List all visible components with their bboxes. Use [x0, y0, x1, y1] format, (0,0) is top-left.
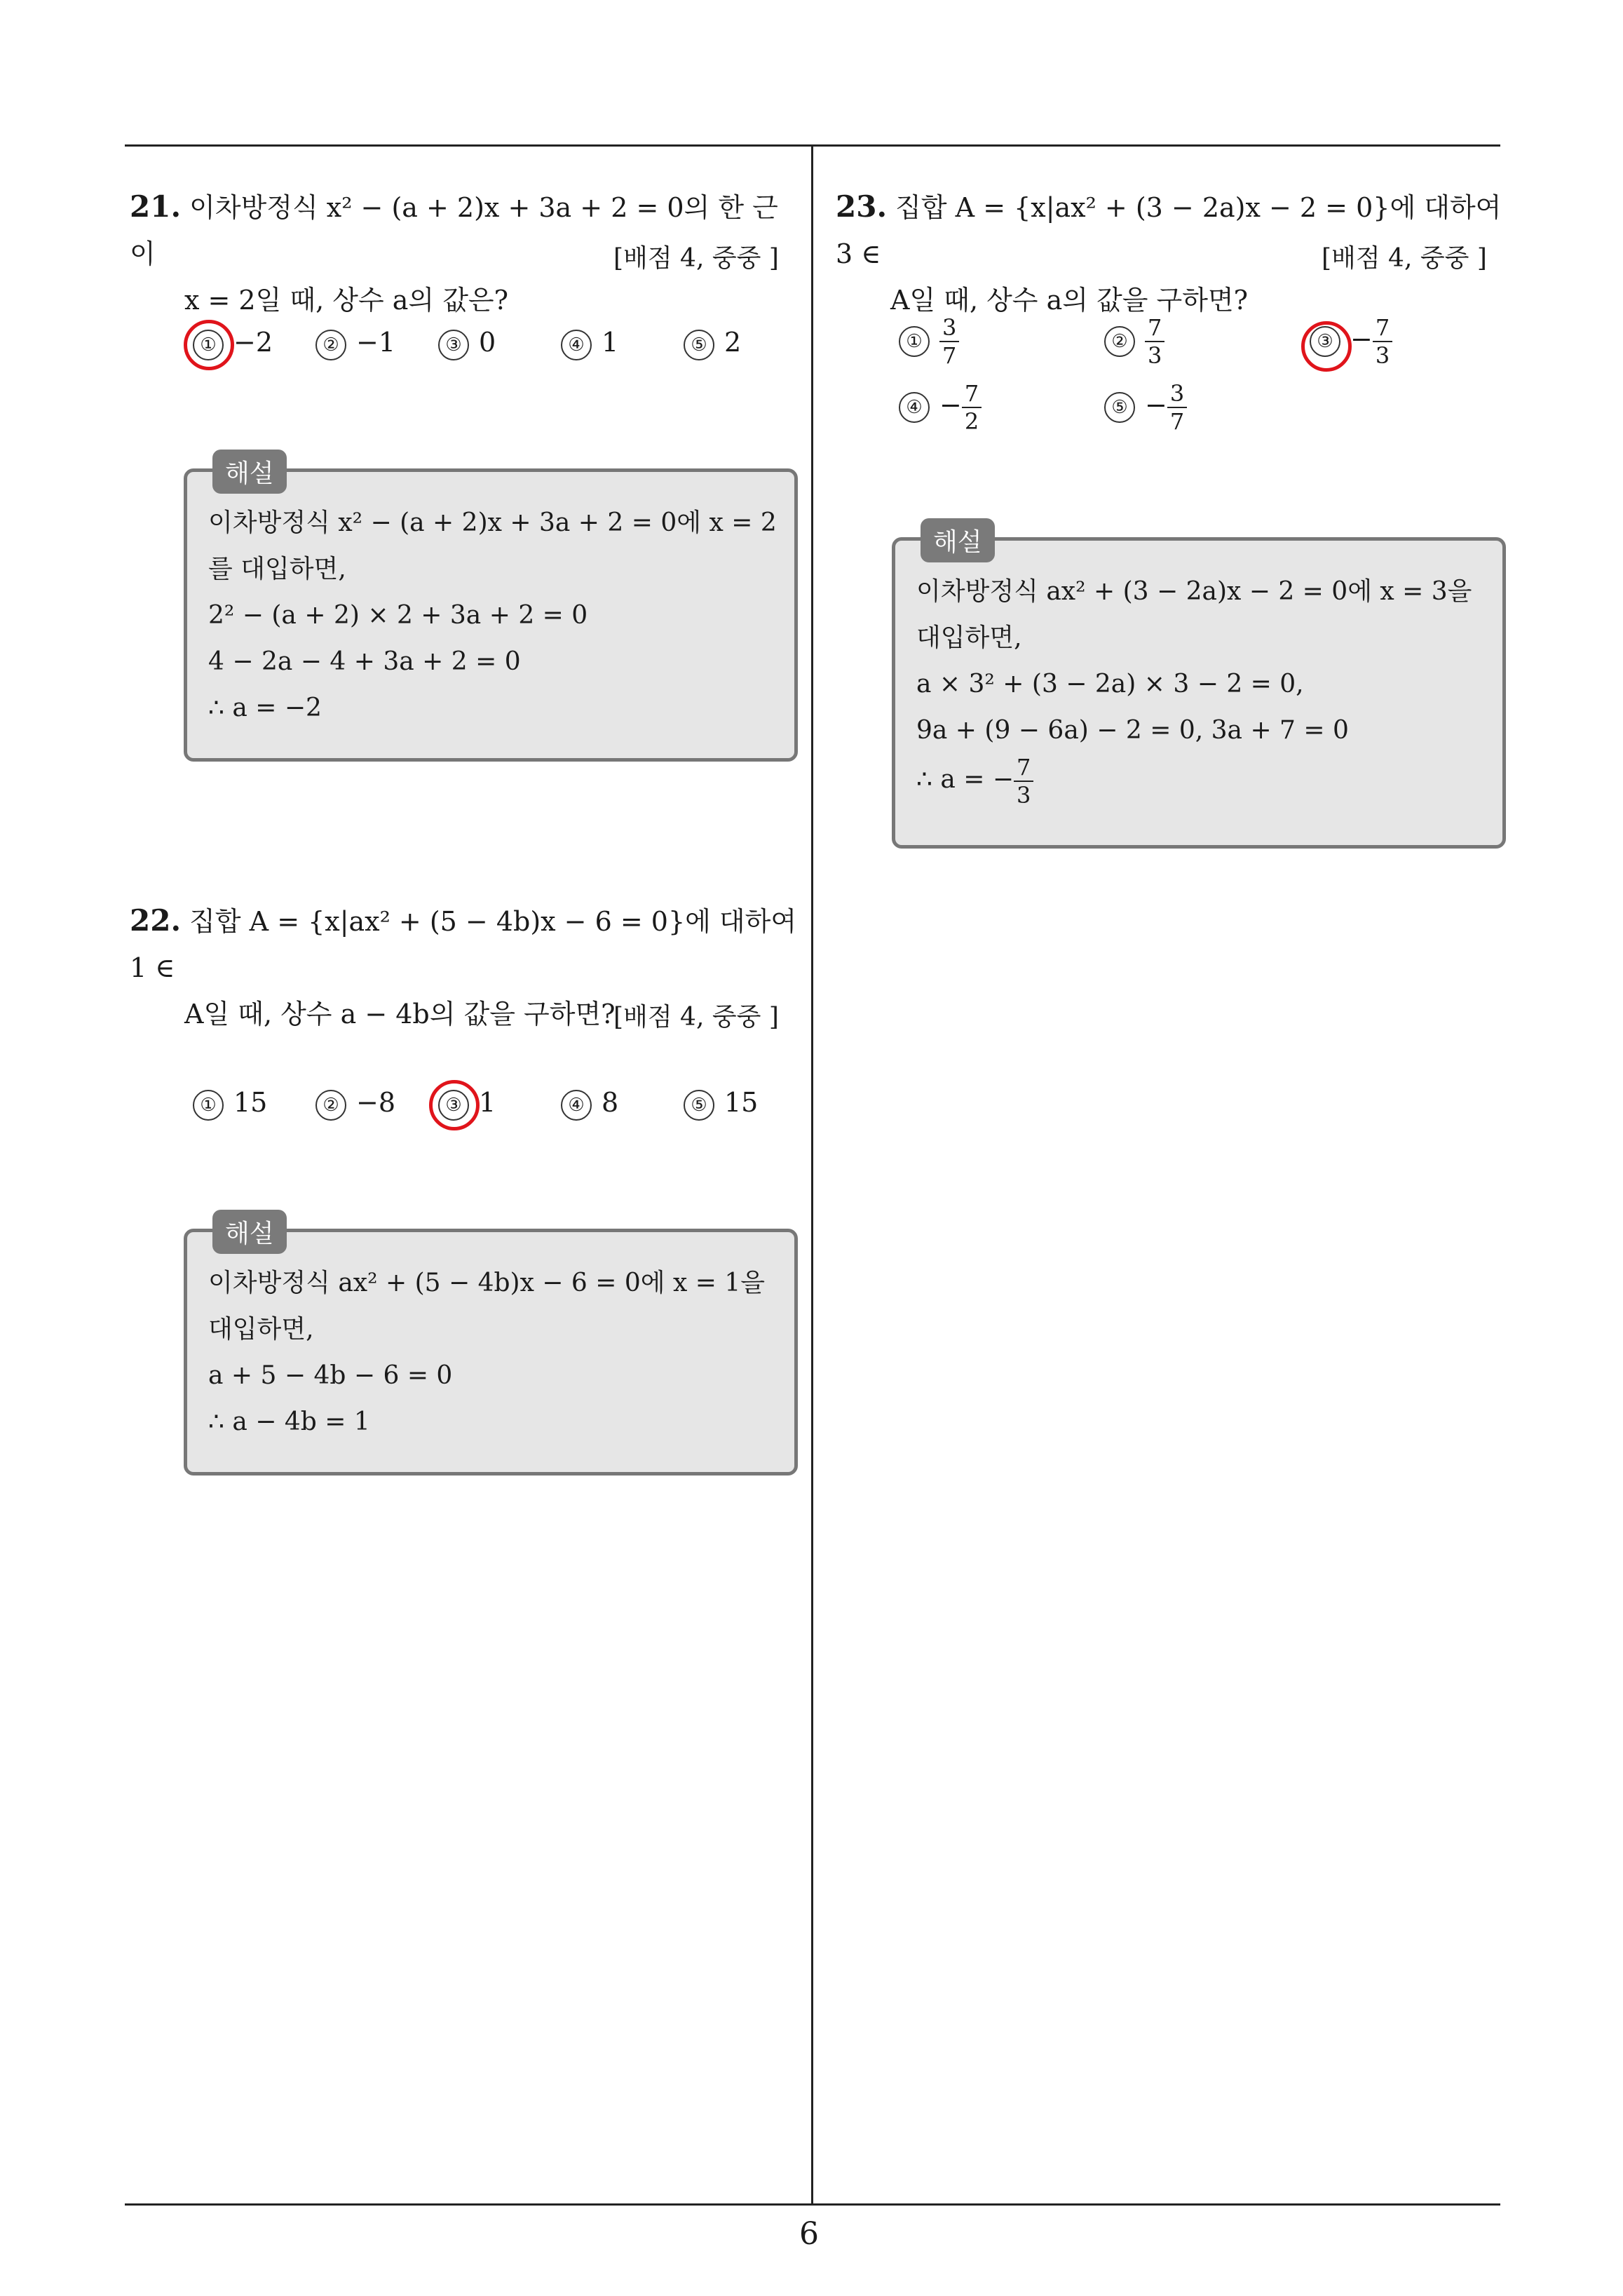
- choice-1[interactable]: [193, 1087, 267, 1121]
- choice-mark: ⑤: [684, 330, 714, 360]
- answer-ring: [184, 320, 234, 370]
- question-number: 23.: [836, 189, 888, 224]
- bottom-rule: [125, 2203, 1500, 2206]
- choice-sign: −: [1350, 323, 1373, 355]
- solution-line: 이차방정식 x² − (a + 2)x + 3a + 2 = 0에 x = 2: [208, 508, 777, 537]
- numerator: 7: [1373, 314, 1392, 342]
- solution-line: 4 − 2a − 4 + 3a + 2 = 0: [208, 647, 521, 676]
- solution-box-21: [184, 459, 798, 762]
- choice-text: −2: [233, 327, 273, 358]
- solution-tag: 해설: [212, 1210, 287, 1254]
- solution-body: [916, 569, 1486, 809]
- choice-mark: ②: [315, 330, 346, 360]
- choice-5[interactable]: [1104, 380, 1187, 435]
- numerator: 7: [962, 380, 982, 408]
- question-text-line1: 집합 A = {x|ax² + (5 − 4b)x − 6 = 0}에 대하여 1 ∈: [130, 906, 797, 983]
- choice-text: 15: [724, 1087, 759, 1118]
- numerator: 3: [939, 314, 959, 342]
- choice-5[interactable]: [684, 327, 741, 360]
- denominator: 7: [1169, 408, 1185, 435]
- choice-mark: ⑤: [684, 1090, 714, 1121]
- choice-mark: ①: [193, 1090, 224, 1121]
- question-text-line1: 이차방정식 x² − (a + 2)x + 3a + 2 = 0의 한 근이: [130, 192, 778, 269]
- choice-2[interactable]: [315, 1087, 395, 1121]
- solution-body: [208, 1260, 777, 1445]
- solution-line: a × 3² + (3 − 2a) × 3 − 2 = 0,: [916, 670, 1304, 698]
- solution-fraction: [1014, 754, 1033, 809]
- choice-fraction: [1167, 380, 1187, 435]
- page-number: 6: [799, 2216, 819, 2252]
- denominator: 3: [1375, 342, 1390, 369]
- choice-mark: ③: [438, 1090, 469, 1121]
- solution-line: 2² − (a + 2) × 2 + 3a + 2 = 0: [208, 601, 588, 630]
- question-text-line2: A일 때, 상수 a − 4b의 값을 구하면?: [184, 999, 616, 1029]
- score-meta: [배점 4, 중중 ]: [613, 1003, 779, 1032]
- denominator: 7: [942, 342, 957, 369]
- question-text-line2: x = 2일 때, 상수 a의 값은?: [184, 285, 508, 316]
- choice-mark: ①: [899, 326, 930, 357]
- numerator: 7: [1014, 754, 1033, 782]
- solution-line: 이차방정식 ax² + (3 − 2a)x − 2 = 0에 x = 3을: [916, 577, 1472, 606]
- answer-ring: [1301, 321, 1352, 372]
- solution-tag: 해설: [212, 450, 287, 494]
- choice-text: 2: [724, 327, 742, 358]
- choice-4[interactable]: [561, 327, 618, 360]
- choice-5[interactable]: [684, 1087, 758, 1121]
- score-meta: [배점 4, 중중 ]: [613, 244, 779, 273]
- choice-3[interactable]: [438, 327, 496, 360]
- choice-mark: ③: [438, 330, 469, 360]
- solution-body: [208, 500, 777, 731]
- denominator: 3: [1148, 342, 1162, 369]
- choice-fraction: [939, 314, 959, 369]
- numerator: 7: [1145, 314, 1164, 342]
- choice-text: 1: [479, 1087, 496, 1118]
- solution-line: ∴ a − 4b = 1: [208, 1407, 370, 1436]
- choice-fraction: [1373, 314, 1392, 369]
- choice-mark: ②: [315, 1090, 346, 1121]
- choice-text: −8: [356, 1087, 396, 1118]
- question-number: 21.: [130, 189, 182, 224]
- choice-text: 1: [602, 327, 619, 358]
- solution-line: 이차방정식 ax² + (5 − 4b)x − 6 = 0에 x = 1을: [208, 1269, 766, 1297]
- solution-final-line: [916, 754, 1486, 809]
- answer-ring: [429, 1080, 480, 1130]
- choice-fraction: [962, 380, 982, 435]
- choice-mark: ②: [1104, 326, 1135, 357]
- choice-fraction: [1145, 314, 1164, 369]
- solution-line: 9a + (9 − 6a) − 2 = 0, 3a + 7 = 0: [916, 716, 1349, 745]
- question-text-line2: A일 때, 상수 a의 값을 구하면?: [890, 285, 1249, 316]
- choice-4[interactable]: [561, 1087, 618, 1121]
- choice-text: −1: [356, 327, 396, 358]
- choice-text: 0: [479, 327, 496, 358]
- solution-final-prefix: ∴ a = −: [916, 765, 1014, 794]
- solution-line: ∴ a = −2: [208, 694, 322, 722]
- choice-1[interactable]: [899, 314, 959, 369]
- choice-mark: ④: [899, 392, 930, 423]
- choice-2[interactable]: [315, 327, 395, 360]
- question-number: 22.: [130, 903, 182, 938]
- choice-text: 8: [602, 1087, 619, 1118]
- choice-sign: −: [1145, 389, 1167, 421]
- choice-2[interactable]: [1104, 314, 1164, 369]
- question-text-line1: 집합 A = {x|ax² + (3 − 2a)x − 2 = 0}에 대하여 3 ∈: [836, 192, 1502, 269]
- numerator: 3: [1167, 380, 1187, 408]
- denominator: 2: [964, 408, 979, 435]
- column-divider: [811, 144, 813, 2205]
- solution-box-22: [184, 1220, 798, 1475]
- solution-box-23: [892, 528, 1506, 849]
- solution-tag: 해설: [921, 518, 995, 562]
- choice-mark: ④: [561, 330, 592, 360]
- choice-mark: ①: [193, 330, 224, 360]
- choice-mark: ③: [1310, 326, 1340, 357]
- solution-line: 를 대입하면,: [208, 555, 346, 583]
- choice-sign: −: [939, 389, 962, 421]
- choice-4[interactable]: [899, 380, 982, 435]
- choice-mark: ⑤: [1104, 392, 1135, 423]
- solution-line: 대입하면,: [208, 1315, 314, 1344]
- solution-line: a + 5 − 4b − 6 = 0: [208, 1361, 453, 1390]
- score-meta: [배점 4, 중중 ]: [1322, 244, 1487, 273]
- choice-mark: ④: [561, 1090, 592, 1121]
- denominator: 3: [1017, 782, 1031, 809]
- choice-text: 15: [233, 1087, 268, 1118]
- solution-line: 대입하면,: [916, 623, 1022, 652]
